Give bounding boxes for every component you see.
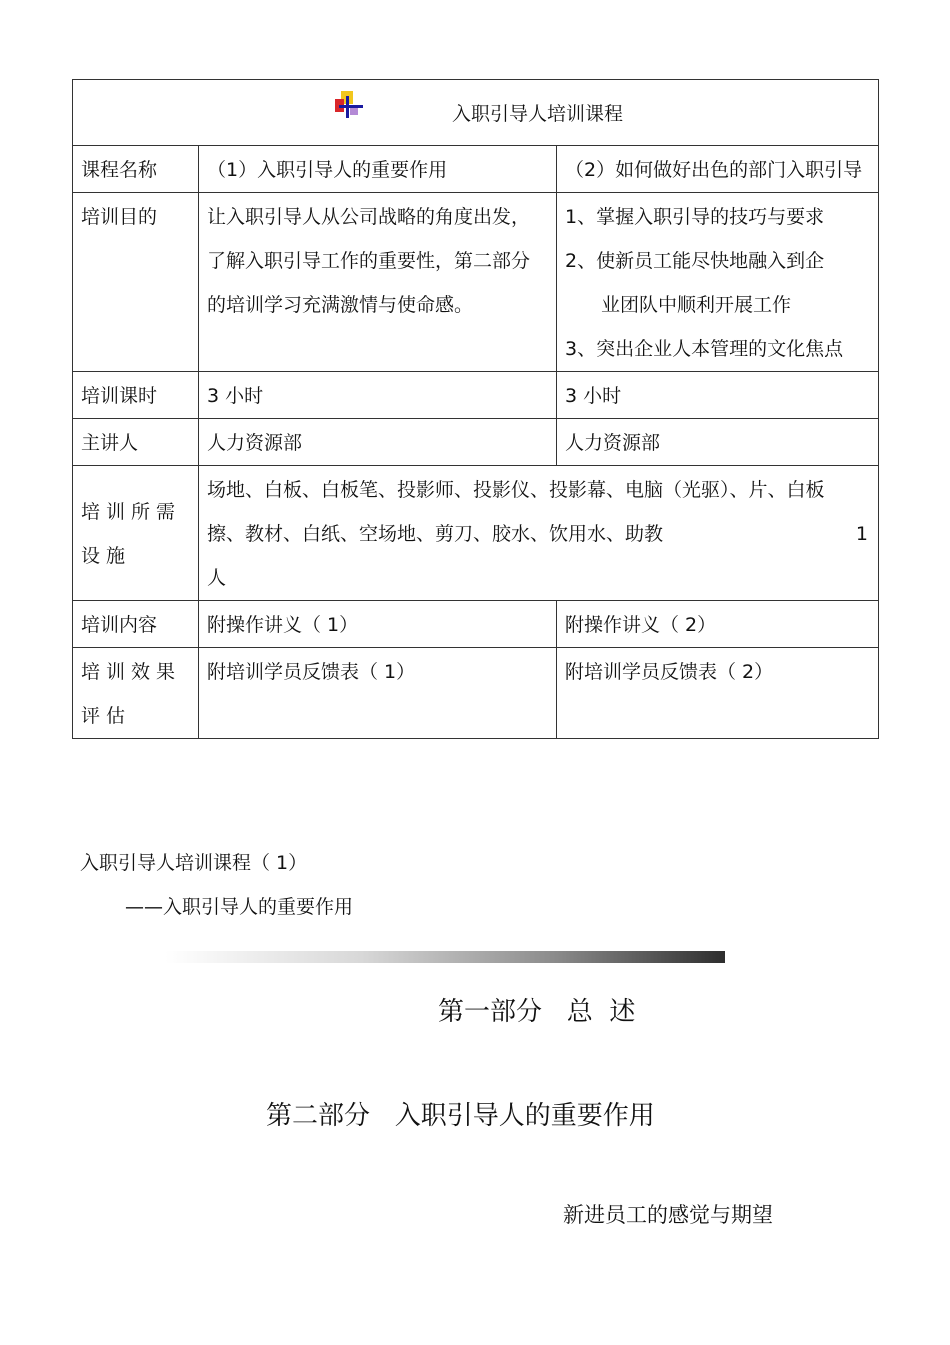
course-name-2: （2）如何做好出色的部门入职引导 (557, 146, 879, 193)
table-title: 入职引导人培训课程 (451, 102, 623, 125)
objective-item: 1、掌握入职引导的技巧与要求 (565, 206, 825, 228)
table-row (73, 372, 879, 419)
subheading: 新进员工的感觉与期望 (563, 1203, 773, 1227)
table-row (73, 466, 879, 601)
row-label: 课程名称 (73, 146, 199, 193)
content-1: 附操作讲义（ 1） (199, 601, 557, 648)
course-subtitle: ——入职引导人的重要作用 (125, 896, 354, 918)
facilities-tail: 人 (207, 567, 227, 589)
course-title: 入职引导人培训课程（ 1） (80, 852, 308, 874)
evaluation-1: 附培训学员反馈表（ 1） (199, 648, 557, 739)
objective-item: 业团队中顺利开展工作 (601, 294, 792, 316)
facilities-text: 场地、白板、白板笔、投影师、投影仪、投影幕、电脑（光驱）、片、白板擦、教材、白纸、空场地、剪刀、胶水、饮用水、助教 (207, 479, 825, 545)
logo-icon (335, 91, 365, 119)
row-label: 培训所需设施 (73, 466, 199, 601)
divider-bar (165, 951, 725, 963)
hours-2: 3 小时 (557, 372, 879, 419)
table-row (73, 648, 879, 739)
objective-item: 3、突出企业人本管理的文化焦点 (565, 338, 844, 360)
table-title-row (73, 80, 879, 146)
objective-1: 让入职引导人从公司战略的角度出发，了解入职引导工作的重要性，第二部分的培训学习充满激情与使命感。 (199, 193, 557, 372)
speaker-2: 人力资源部 (557, 419, 879, 466)
row-label: 培训课时 (73, 372, 199, 419)
part2-heading: 第二部分 入职引导人的重要作用 (266, 1101, 655, 1131)
table-row (73, 146, 879, 193)
part1-heading: 第一部分 总 述 (438, 997, 636, 1027)
speaker-1: 人力资源部 (199, 419, 557, 466)
objective-2 (557, 193, 879, 372)
course-name-1: （1）入职引导人的重要作用 (199, 146, 557, 193)
table-row (73, 601, 879, 648)
row-label: 主讲人 (73, 419, 199, 466)
row-label: 培训目的 (73, 193, 199, 372)
evaluation-2: 附培训学员反馈表（ 2） (557, 648, 879, 739)
table-title-cell (73, 80, 879, 146)
facilities-count: 1 (855, 523, 868, 545)
table-row (73, 419, 879, 466)
content-2: 附操作讲义（ 2） (557, 601, 879, 648)
row-label: 培训效果评估 (73, 648, 199, 739)
objective-item: 2、使新员工能尽快地融入到企 (565, 250, 825, 272)
hours-1: 3 小时 (199, 372, 557, 419)
facilities-cell (199, 466, 879, 601)
table-row (73, 193, 879, 372)
row-label: 培训内容 (73, 601, 199, 648)
course-table (72, 79, 879, 739)
